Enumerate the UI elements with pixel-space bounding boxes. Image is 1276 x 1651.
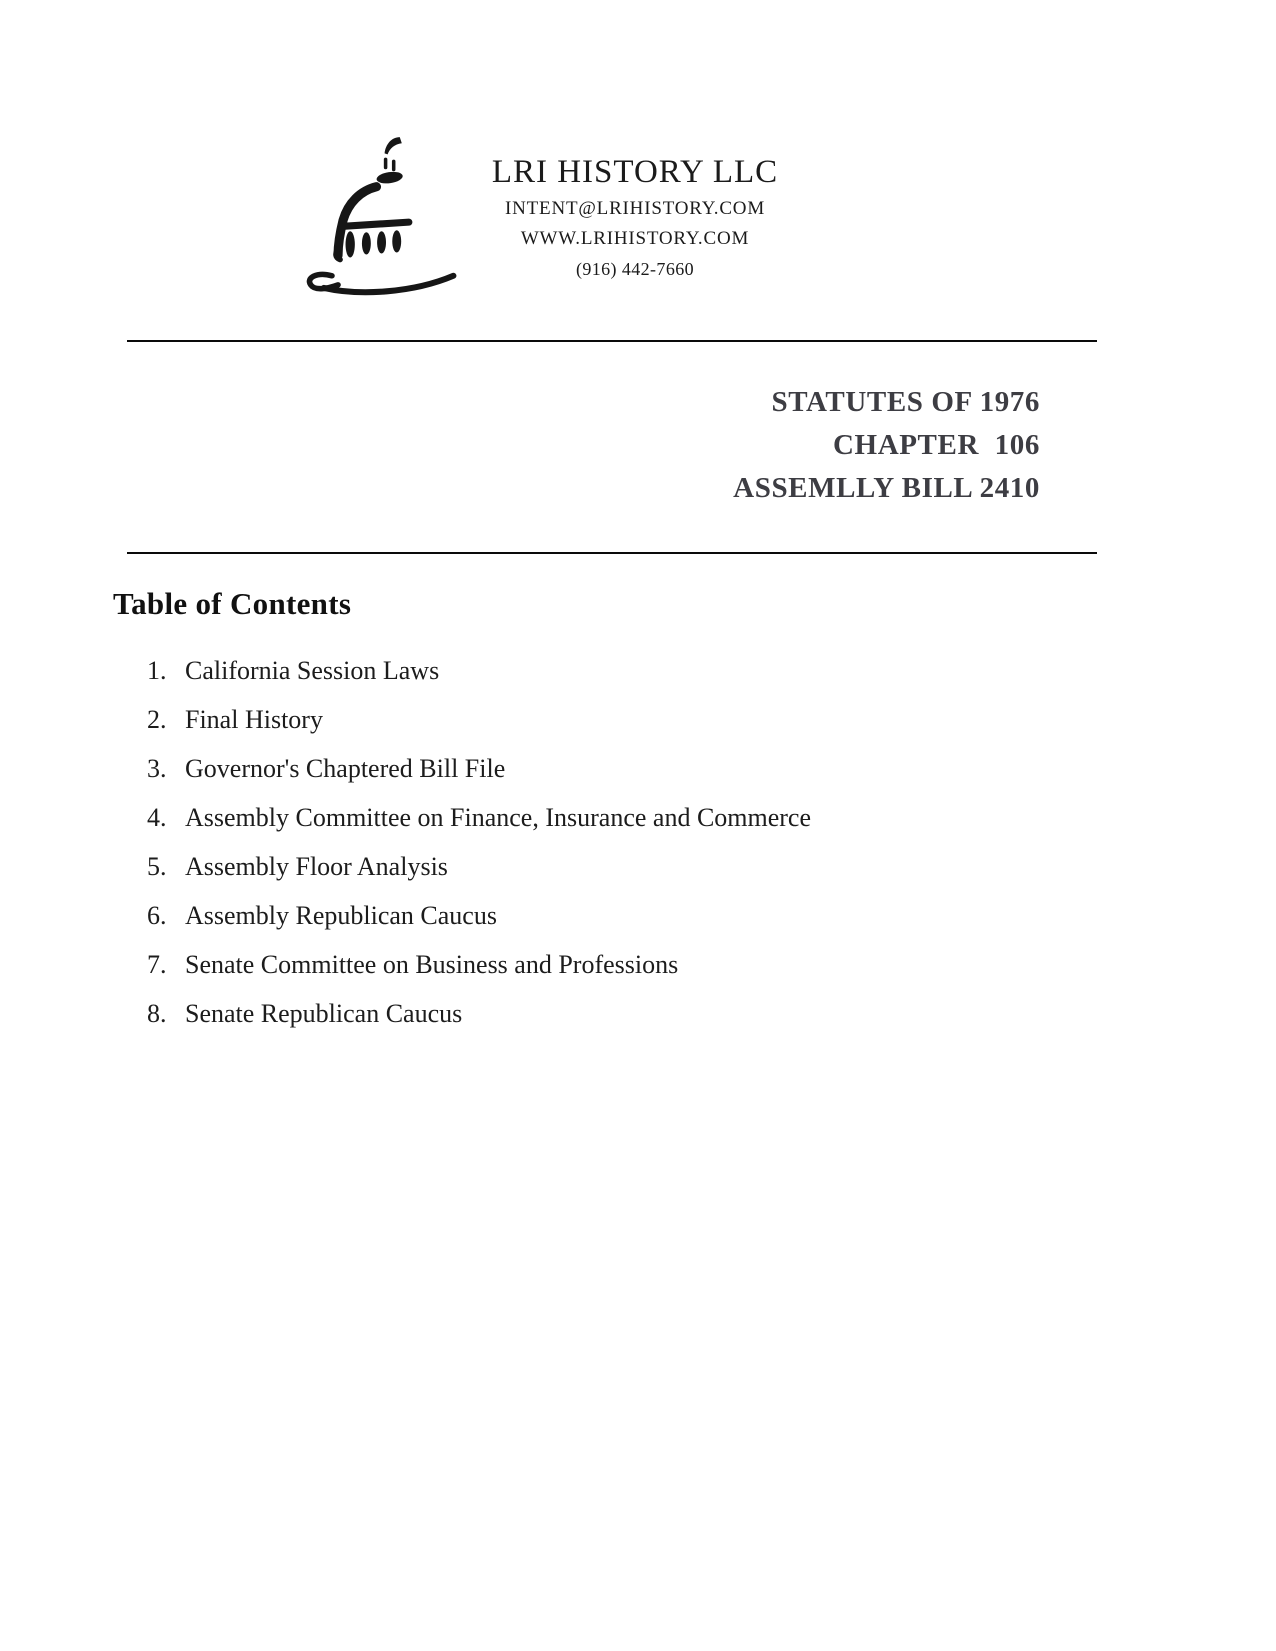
document-reference-block bbox=[733, 381, 1040, 510]
toc-item bbox=[147, 646, 811, 695]
toc-item-label: Senate Republican Caucus bbox=[185, 999, 463, 1028]
toc-item-number: 5. bbox=[147, 852, 167, 881]
toc-item-number: 7. bbox=[147, 950, 167, 979]
company-email: INTENT@LRIHISTORY.COM bbox=[504, 198, 766, 219]
toc-item-number: 1. bbox=[147, 656, 167, 685]
toc-item bbox=[147, 940, 811, 989]
horizontal-divider-top bbox=[127, 340, 1097, 342]
toc-item-number: 4. bbox=[147, 803, 167, 832]
toc-list bbox=[147, 646, 811, 1038]
toc-item bbox=[147, 842, 811, 891]
statutes-line: STATUTES OF 1976 bbox=[771, 386, 1040, 418]
toc-item bbox=[147, 695, 811, 744]
capitol-dome-logo-icon bbox=[293, 124, 461, 296]
toc-item bbox=[147, 891, 811, 940]
horizontal-divider-bottom bbox=[127, 552, 1097, 554]
bill-line: ASSEMLLY BILL 2410 bbox=[733, 472, 1040, 504]
toc-item-label: Assembly Republican Caucus bbox=[185, 901, 497, 930]
company-name: LRI HISTORY LLC bbox=[491, 154, 779, 190]
toc-item-number: 3. bbox=[147, 754, 167, 783]
letterhead bbox=[450, 150, 820, 284]
toc-item bbox=[147, 793, 811, 842]
toc-item bbox=[147, 744, 811, 793]
toc-item-number: 6. bbox=[147, 901, 167, 930]
toc-item-label: Senate Committee on Business and Professions bbox=[185, 950, 679, 979]
toc-item-number: 2. bbox=[147, 705, 167, 734]
toc-item-label: California Session Laws bbox=[185, 656, 440, 685]
chapter-line: CHAPTER 106 bbox=[833, 429, 1040, 461]
toc-heading: Table of Contents bbox=[113, 586, 352, 621]
toc-item-label: Governor's Chaptered Bill File bbox=[185, 754, 506, 783]
company-phone: (916) 442-7660 bbox=[575, 259, 695, 279]
toc-item-label: Assembly Committee on Finance, Insurance and Commerce bbox=[185, 803, 812, 832]
toc-item bbox=[147, 989, 811, 1038]
toc-item-label: Assembly Floor Analysis bbox=[185, 852, 448, 881]
toc-item-number: 8. bbox=[147, 999, 167, 1028]
toc-item-label: Final History bbox=[185, 705, 323, 734]
company-website: WWW.LRIHISTORY.COM bbox=[520, 228, 750, 249]
